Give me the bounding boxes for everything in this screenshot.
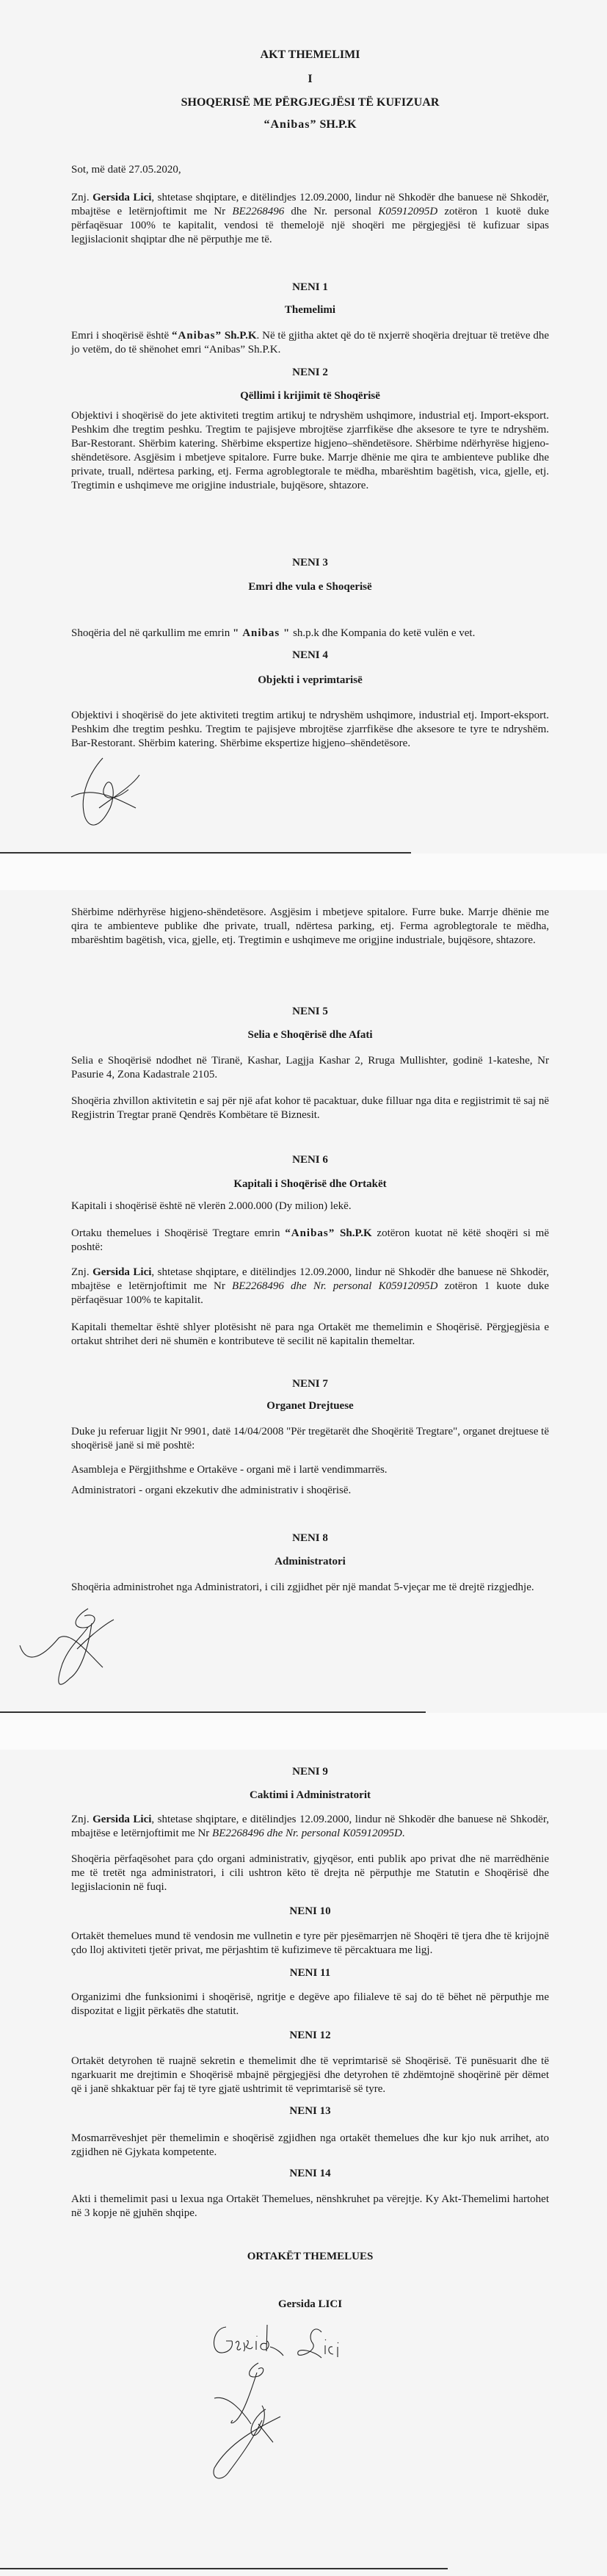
bold-text-run: Sh.P.K	[335, 1227, 372, 1239]
text-run: zotëron 1 kuote duke përfaqësuar 100% te kapitalit.	[71, 1280, 549, 1306]
text-run: , shtetase shqiptare, e ditëlindjes 12.09.2000, lindur në Shkodër dhe banuese në Shkodër, mbajtëse e letërnjoftimit me Nr	[71, 1266, 549, 1292]
document-subtitle: SHOQERISË ME PËRGJEGJËSI TË KUFIZUAR	[181, 96, 440, 109]
article-9-heading: Caktimi i Administratorit	[250, 1789, 371, 1801]
article-1-text	[71, 329, 549, 357]
text-run: Organizimi dhe funksionimi i shoqërisë, ngritje e degëve apo filialeve të saj do të bëhet në përputhje me dispozitat e ligjit përkatës dhe statutit.	[71, 1991, 549, 2017]
article-3-text	[71, 627, 549, 641]
page-gap	[0, 1713, 607, 1750]
text-run: Objektivi i shoqërisë do jete aktiviteti tregtim artikuj te ndryshëm ushqimore, industrial etj. Import-eksport. Peshkim dhe tregtim peshku. Tregtim te pajisjeve mbrojtëse zjarrfikëse dhe aksesore te tyre te ndryshëm. Bar-Restorant. Shërbim katering. Shërbime ekspertize higjeno–shëndetësore. Shërbime ndërhyrëse higjeno-shëndetësore. Asgjësim i mbetjeve spitalore. Furre buke. Marrje dhënie me qira te ambienteve publike dhe private, truall, ndërtesa parking, etj. Ferma agroblegtorale te mëdha, mbarështim bagëtish, vica, gjelle, etj. Tregtimin e ushqimeve me origjine industriale, bujqësore, shtazore.	[71, 410, 549, 491]
article-12-label: NENI 12	[289, 2030, 331, 2041]
bold-text-run: Sh.P.K	[222, 330, 257, 342]
text-run: Selia e Shoqërisë ndodhet në Tiranë, Kashar, Lagjja Kashar 2, Rruga Mullishter, godinë 1-kateshe, Nr Pasurie 4, Zona Kadastrale 2105.	[71, 1055, 549, 1080]
article-8-heading: Administratori	[275, 1556, 346, 1567]
article-14-label: NENI 14	[289, 2168, 331, 2179]
text-run: Administratori - organi ekzekutiv dhe administrativ i shoqërisë.	[71, 1484, 352, 1496]
article-8-label: NENI 8	[292, 1532, 328, 1544]
article-12-text	[71, 2054, 549, 2096]
date-line: Sot, më datë 27.05.2020,	[71, 164, 181, 176]
text-run: , shtetase shqiptare, e ditëlindjes 12.09.2000, lindur në Shkodër dhe banuese në Shkodër, mbajtëse e letërnjoftimit me Nr	[71, 192, 549, 217]
text-run: Znj.	[71, 1814, 93, 1825]
text-run: Shoqëria përfaqësohet para çdo organi administrativ, gjyqësor, enti publik apo privat dhe në marrëdhënie me të tretët nga administratori, i cili ushtron këto të drejta në përputhje me Statutin e Shoqërisë dhe legjislacionin në fuqi.	[71, 1853, 549, 1893]
text-run: , shtetase shqiptare, e ditëlindjes 12.09.2000, lindur në Shkodër dhe banuese në Shkodër, mbajtëse e letërnjoftimit me Nr	[71, 1814, 549, 1839]
article-6-heading: Kapitali i Shoqërisë dhe Ortakët	[233, 1178, 387, 1190]
article-7-administrator	[71, 1484, 549, 1498]
signature-initials-page-1	[70, 757, 143, 830]
article-6-label: NENI 6	[292, 1154, 328, 1166]
article-7-label: NENI 7	[292, 1378, 328, 1390]
text-run: Objektivi i shoqërisë do jete aktiviteti tregtim artikuj te ndryshëm ushqimore, industrial etj. Import-eksport. Peshkim dhe tregtim peshku. Tregtim te pajisjeve mbrojtëse zjarrfikëse dhe aksesore te tyre te ndryshëm. Bar-Restorant. Shërbim katering. Shërbime ekspertize higjeno–shëndetësore.	[71, 710, 549, 749]
article-6-capital	[71, 1199, 549, 1213]
article-4-heading: Objekti i veprimtarisë	[258, 674, 363, 686]
text-run: Znj.	[71, 1266, 93, 1278]
article-10-label: NENI 10	[289, 1905, 331, 1917]
signature-initials-page-2	[18, 1605, 114, 1693]
article-5-label: NENI 5	[292, 1006, 328, 1017]
page-bottom-edge	[0, 2568, 448, 2569]
text-run: Emri i shoqërisë është	[71, 330, 172, 342]
article-5-heading: Selia e Shoqërisë dhe Afati	[247, 1029, 373, 1041]
article-13-label: NENI 13	[289, 2105, 331, 2117]
text-run: Kapitali themeltar është shlyer plotësisht në para nga Ortakët me themelimin e Shoqërisë. Përgjegjësia e ortakut shtrihet deri në shumën e kontributeve të secilit në kapitalin themeltar.	[71, 1321, 549, 1347]
bold-text-run: “Anibas”	[285, 1227, 335, 1239]
article-5-seat	[71, 1054, 549, 1082]
article-1-label: NENI 1	[292, 281, 328, 293]
text-run: Duke ju referuar ligjit Nr 9901, datë 14/04/2008 "Për tregëtarët dhe Shoqëritë Tregtare", organet drejtuese të shoqërisë janë si më poshtë:	[71, 1426, 549, 1451]
text-run: zotëron kuotat në këtë shoqëri si më poshtë:	[71, 1227, 549, 1253]
bold-text-run: “Anibas”	[172, 330, 222, 342]
article-2-label: NENI 2	[292, 367, 328, 378]
article-7-heading: Organet Drejtuese	[266, 1400, 354, 1412]
article-8-text	[71, 1581, 549, 1595]
text-run: Shoqëria administrohet nga Administratori, i cili zgjidhet për një mandat 5-vjeçar me të drejtë rizgjedhje.	[71, 1581, 534, 1593]
handwritten-name-signature	[211, 2325, 366, 2365]
text-run: . Në të gjitha aktet që do të nxjerrë shoqëria drejtuar të tretëve dhe jo vetëm, do të shënohet emri “Anibas” Sh.P.K.	[71, 330, 550, 356]
document-title: AKT THEMELIMI	[260, 48, 360, 61]
article-6-founder	[71, 1266, 549, 1307]
text-run: Kapitali i shoqërisë është në vlerën 2.000.000 (Dy milion) lekë.	[71, 1200, 352, 1212]
bold-text-run: Gersida Lici	[92, 1266, 152, 1278]
title-connector: I	[308, 73, 313, 85]
article-11-text	[71, 1991, 549, 2018]
italic-text-run: K05912095D	[378, 206, 438, 217]
article-9-administrator	[71, 1813, 549, 1841]
italic-text-run: BE2268496 dhe Nr. personal K05912095D	[212, 1828, 402, 1839]
text-run: Akti i themelimit pasi u lexua nga Ortakët Themelues, nënshkruhet pa vërejtje. Ky Akt-Themelimi hartohet në 3 kopje në gjuhën shqipe.	[71, 2193, 549, 2219]
page-break-2	[0, 1711, 426, 1713]
article-3-heading: Emri dhe vula e Shoqerisë	[248, 581, 372, 593]
founder-name: Gersida LICI	[277, 2298, 343, 2310]
article-11-label: NENI 11	[289, 1967, 331, 1979]
signature-initials-final	[200, 2362, 295, 2472]
article-6-partner	[71, 1227, 549, 1255]
bold-text-run: “Anibas”	[263, 118, 317, 131]
bold-text-run: " Anibas "	[232, 627, 291, 639]
article-4-label: NENI 4	[292, 649, 328, 661]
article-2-heading: Qëllimi i krijimit të Shoqërisë	[240, 390, 380, 402]
italic-text-run: BE2268496 dhe Nr. personal K05912095D	[232, 1280, 438, 1292]
founders-heading: ORTAKËT THEMELUES	[247, 2251, 374, 2262]
text-run: Znj.	[71, 192, 93, 203]
article-14-text	[71, 2193, 549, 2220]
article-5-term	[71, 1094, 549, 1122]
article-7-text	[71, 1425, 549, 1453]
text-run: Shërbime ndërhyrëse higjeno-shëndetësore. Asgjësim i mbetjeve spitalore. Furre buke. Marrje dhënie me qira te ambienteve publike dhe private, truall, ndërtesa parking, etj. Ferma agroblegtorale te mëdha, mbarështim bagëtish, vica, gjelle, etj. Tregtimin e ushqimeve me origjine industriale, bujqësore, shtazore.	[71, 906, 549, 946]
article-2-text	[71, 409, 549, 493]
article-7-assembly	[71, 1463, 549, 1477]
text-run: dhe Nr. personal	[284, 206, 379, 217]
bold-text-run: Gersida Lici	[92, 1814, 152, 1825]
text-run: Ortaku themelues i Shoqërisë Tregtare emrin	[71, 1227, 286, 1239]
text-run: Ortakët detyrohen të ruajnë sekretin e themelimit dhe të veprimtarisë së Shoqërisë. Të punësuarit dhe të ngarkuarit me drejtimin e Shoqërisë mbajnë përgjegjësi dhe detyrohen të zhdëmtojnë shoqërinë për dëmet që i janë shkaktuar për faj të tyre gjatë ushtrimit të veprimtarisë së tyre.	[71, 2055, 549, 2095]
company-name	[71, 118, 549, 131]
article-10-text	[71, 1930, 549, 1958]
article-9-label: NENI 9	[292, 1766, 328, 1778]
italic-text-run: BE2268496	[232, 206, 285, 217]
article-6-liability	[71, 1321, 549, 1349]
text-run: Shoqëria zhvillon aktivitetin e saj për një afat kohor të pacaktuar, duke filluar nga dita e regjistrimit të saj në Regjistrin Tregtar pranë Qendrës Kombëtare të Biznesit.	[71, 1095, 549, 1121]
text-run: Shoqëria del në qarkullim me emrin	[71, 627, 233, 639]
article-4-text-continued	[71, 906, 549, 948]
text-run: Asambleja e Përgjithshme e Ortakëve - organi më i lartë vendimmarrës.	[71, 1464, 388, 1476]
text-run: Mosmarrëveshjet për themelimin e shoqërisë zgjidhen nga ortakët themelues dhe kur kjo nuk arrihet, ato zgjidhen në Gjykata kompetente.	[71, 2132, 549, 2158]
article-3-label: NENI 3	[292, 557, 328, 569]
text-run: Ortakët themelues mund të vendosin me vullnetin e tyre për pjesëmarrjen në Shoqëri të tjera dhe të krijojnë çdo lloj aktiviteti tjetër privat, me përjashtim të kufizimeve të përcaktuara me ligj.	[71, 1930, 549, 1956]
text-run: sh.p.k dhe Kompania do ketë vulën e vet.	[290, 627, 476, 639]
article-9-representation	[71, 1852, 549, 1894]
text-run: zotëron 1 kuotë duke përfaqësuar 100% te kapitalit, vendosi të themelojë një shoqëri me përgjegjësi të kufizuar sipas legjislacionit shqiptar dhe në përputhje me të.	[71, 206, 549, 245]
bold-text-run: Gersida Lici	[92, 192, 152, 203]
page-break-1	[0, 852, 411, 854]
founder-paragraph	[71, 191, 549, 247]
article-1-heading: Themelimi	[284, 304, 336, 316]
article-13-text	[71, 2132, 549, 2160]
article-4-text	[71, 709, 549, 751]
text-run: .	[401, 1828, 405, 1839]
page-gap	[0, 854, 607, 890]
bold-text-run: SH.P.K	[316, 118, 357, 131]
